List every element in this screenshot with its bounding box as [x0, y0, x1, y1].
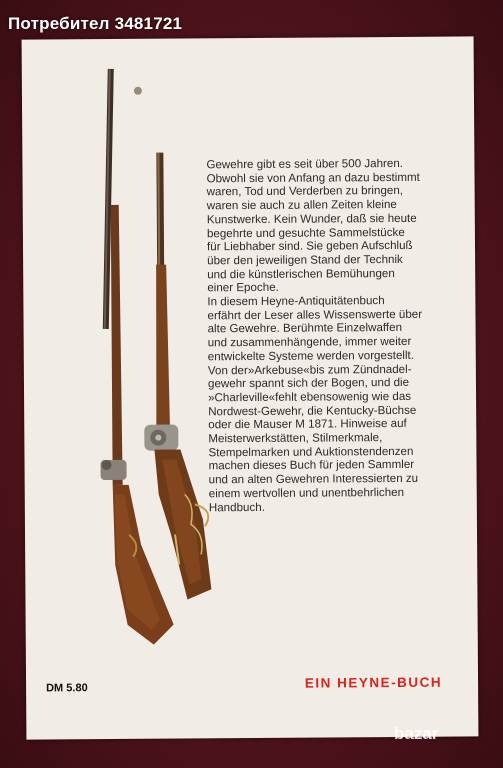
wheellock-rifle [142, 152, 211, 599]
price-label: DM 5.80 [46, 682, 88, 695]
book-back-cover [22, 36, 479, 739]
bazar-logo: bazar [394, 724, 439, 743]
publisher-label: EIN HEYNE-BUCH [304, 674, 443, 691]
user-watermark: Потребител 3481721 [8, 14, 183, 33]
blurb-text: Gewehre gibt es seit über 500 Jahren. Obwohl sie von Anfang an dazu bestimmt waren, Tod und Verderben zu bringen, waren sie auch zu allen Zeiten kleine Kunstwerke. Kein Wunder, daß sie heute begehrte und gesuchte Sammelstücke für Liebhaber sind. Sie geben Aufschluß über den jeweiligen Stand der Technik und die künstlerischen Bemühungen einer Epoche. In diesem Heyne-Antiquitätenbuch erfährt der Leser alles Wissenswerte über alte Gewehre. Berühmte Einzelwaffen und zusammenhängende, immer weiter entwickelte Systeme werden vorgestellt. Von der»Arkebuse«bis zum Zündnadel- gewehr spannt sich der Bogen, und die »Charleville«fehlt ebensowenig wie das Nordwest-Gewehr, die Kentucky-Büchse oder die Mauser M 1871. Hinweise auf Meisterwerkstätten, Stilmerkmale, Stempelmarken und Auktionstendenzen machen dieses Buch für jeden Sammler und an alten Gewehren Interessierten zu einem wertvollen und unentbehrlichen Handbuch. [206, 156, 423, 514]
